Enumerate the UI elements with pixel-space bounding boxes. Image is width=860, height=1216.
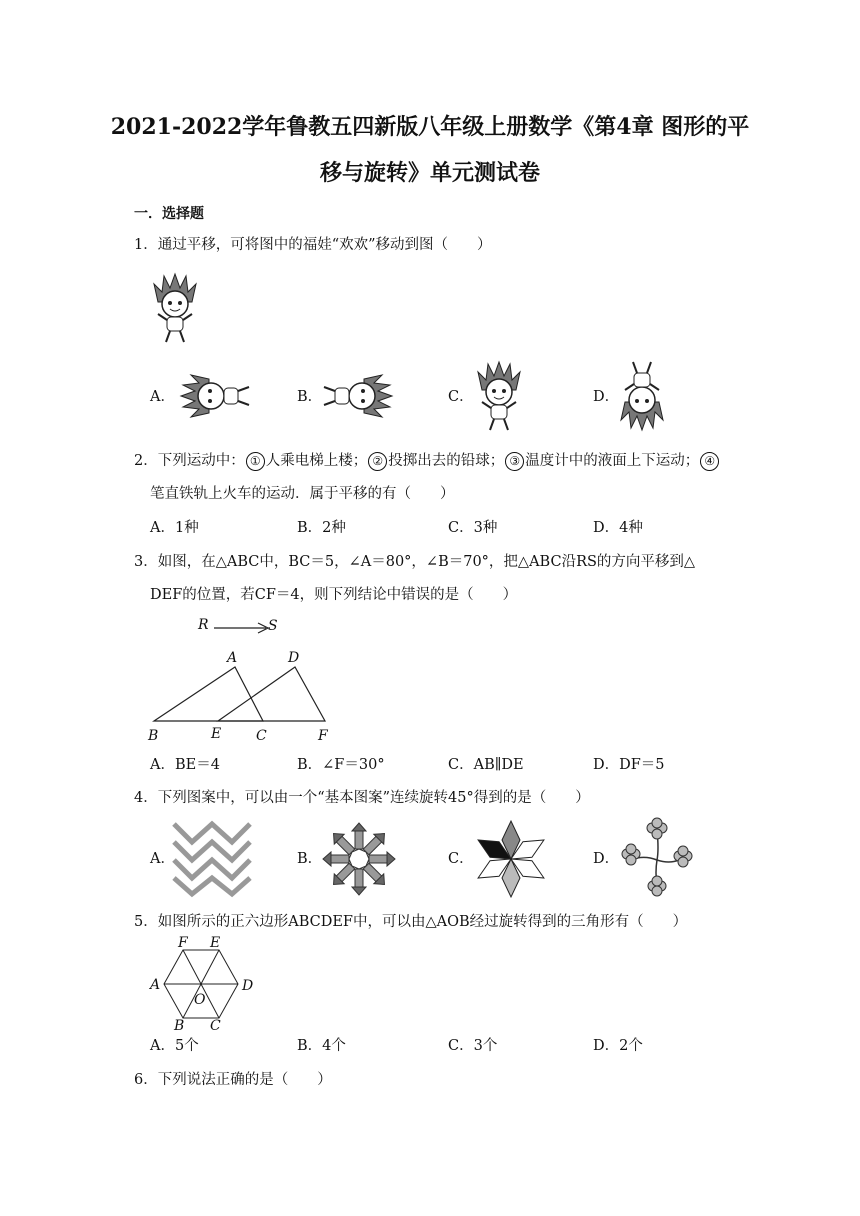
label-f: F — [318, 728, 328, 744]
label-o: O — [194, 992, 206, 1008]
q2-circled-4: ④ — [700, 452, 719, 471]
q2-circled-1: ① — [246, 452, 265, 471]
q2-prefix: 2．下列运动中： — [134, 453, 245, 469]
label-d: D — [288, 650, 300, 666]
label-r: R — [198, 617, 209, 633]
zigzag-pattern-figure — [172, 820, 252, 896]
label-e: E — [210, 935, 221, 951]
label-d: D — [242, 978, 254, 994]
question-1-text: 1．通过平移，可将图中的福娃“欢欢”移动到图（ ） — [134, 237, 492, 253]
question-5-text: 5．如图所示的正六边形ABCDEF中，可以由△AOB经过旋转得到的三角形有（ ） — [134, 914, 688, 930]
q5-option-b: B．4个 — [297, 1038, 346, 1054]
label-f: F — [178, 935, 188, 951]
q5-option-a: A．5个 — [150, 1038, 199, 1054]
q2-item-2: 投掷出去的铅球； — [388, 453, 505, 469]
q4-option-a: A． — [150, 851, 175, 867]
q1-option-d: D． — [593, 389, 620, 405]
q2-circled-2: ② — [368, 452, 387, 471]
triangle-abc — [154, 667, 263, 721]
question-3-line-2: DEF的位置，若CF＝4，则下列结论中错误的是（ ） — [150, 587, 518, 603]
fuwa-option-a-figure — [175, 370, 255, 422]
q1-option-b: B． — [297, 389, 323, 405]
fuwa-option-c-figure — [474, 360, 524, 432]
hexagram-rhombus-figure — [475, 820, 547, 898]
q5-hexagon-figure — [144, 934, 254, 1034]
label-a: A — [150, 977, 161, 993]
doc-title-line-2: 移与旋转》单元测试卷 — [319, 160, 540, 186]
label-a: A — [227, 650, 238, 666]
q2-circled-3: ③ — [505, 452, 524, 471]
question-6-text: 6．下列说法正确的是（ ） — [134, 1072, 332, 1088]
q3-option-c: C．AB∥DE — [448, 757, 524, 773]
fuwa-original-figure — [150, 272, 200, 344]
q5-option-c: C．3个 — [448, 1038, 498, 1054]
q2-option-c: C．3种 — [448, 520, 498, 536]
arrow-star-figure — [322, 822, 396, 896]
fuwa-option-d-figure — [617, 360, 667, 432]
question-2-line-1 — [134, 451, 720, 471]
triangle-def — [218, 667, 325, 721]
doc-title-line-1: 2021-2022学年鲁教五四新版八年级上册数学《第4章 图形的平 — [110, 114, 750, 140]
question-2-line-2: 笔直铁轨上火车的运动．属于平移的有（ ） — [150, 486, 455, 502]
q3-option-b: B．∠F＝30° — [297, 757, 385, 773]
label-c: C — [256, 728, 267, 744]
q2-item-3: 温度计中的液面上下运动； — [525, 453, 700, 469]
q5-option-d: D．2个 — [593, 1038, 643, 1054]
q1-option-a: A． — [150, 389, 175, 405]
q4-option-c: C． — [448, 851, 474, 867]
q3-translation-figure — [140, 614, 340, 748]
q4-option-b: B． — [297, 851, 323, 867]
question-4-text: 4．下列图案中，可以由一个“基本图案”连续旋转45°得到的是（ ） — [134, 790, 590, 806]
q2-option-a: A．1种 — [150, 520, 199, 536]
fuwa-option-b-figure — [318, 370, 398, 422]
clover-pattern-figure — [617, 820, 697, 896]
label-b: B — [174, 1018, 185, 1034]
question-3-line-1: 3．如图，在△ABC中，BC＝5，∠A＝80°，∠B＝70°，把△ABC沿RS的方向平移到△ — [134, 554, 696, 570]
q4-option-d: D． — [593, 851, 620, 867]
q2-option-b: B．2种 — [297, 520, 346, 536]
label-b: B — [148, 728, 159, 744]
label-c: C — [210, 1018, 221, 1034]
q2-option-d: D．4种 — [593, 520, 643, 536]
label-e: E — [211, 726, 222, 742]
q2-item-1: 人乘电梯上楼； — [265, 453, 368, 469]
label-s: S — [268, 618, 278, 634]
q1-option-c: C． — [448, 389, 474, 405]
q3-option-a: A．BE＝4 — [150, 757, 220, 773]
section-heading: 一．选择题 — [134, 206, 204, 222]
q3-option-d: D．DF＝5 — [593, 757, 665, 773]
